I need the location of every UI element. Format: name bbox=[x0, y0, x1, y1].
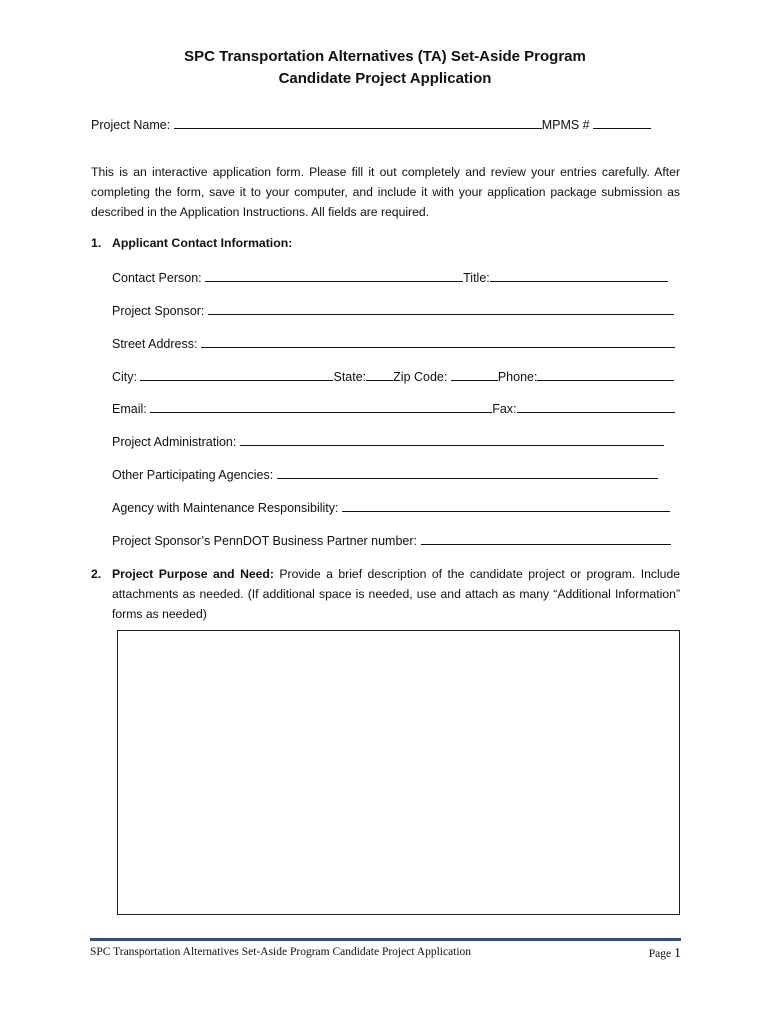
footer-text: SPC Transportation Alternatives Set-Aside Program Candidate Project Application bbox=[90, 946, 472, 958]
contact-person-row bbox=[112, 269, 668, 285]
title-label: Title: bbox=[463, 271, 490, 285]
mpms-label: MPMS # bbox=[541, 118, 590, 132]
street-address-row bbox=[112, 335, 675, 351]
document-subtitle: Candidate Project Application bbox=[278, 70, 492, 87]
section-2 bbox=[91, 564, 681, 624]
section-1-title: Applicant Contact Information: bbox=[112, 236, 293, 250]
penndot-number-field[interactable] bbox=[421, 532, 671, 545]
footer-rule bbox=[90, 938, 681, 941]
section-2-description: Provide a brief description of the candidate project or program. Include attachments as needed. (If additional space is needed, use and attach as many “Additional Information” forms as needed) bbox=[112, 567, 681, 621]
state-label: State: bbox=[333, 370, 367, 384]
page-footer bbox=[90, 946, 681, 961]
section-1-heading bbox=[91, 236, 292, 250]
project-administration-field[interactable] bbox=[240, 433, 664, 446]
email-row bbox=[112, 400, 675, 416]
city-row bbox=[112, 368, 674, 384]
zip-field[interactable] bbox=[451, 368, 498, 381]
other-agencies-row bbox=[112, 466, 658, 482]
fax-label: Fax: bbox=[492, 402, 517, 416]
penndot-number-label: Project Sponsor’s PennDOT Business Partner number: bbox=[112, 534, 418, 548]
other-agencies-field[interactable] bbox=[277, 466, 658, 479]
email-field[interactable] bbox=[150, 400, 492, 413]
title-field[interactable] bbox=[490, 269, 668, 282]
mpms-field[interactable] bbox=[593, 116, 651, 129]
maintenance-field[interactable] bbox=[342, 499, 670, 512]
city-field[interactable] bbox=[140, 368, 333, 381]
street-address-label: Street Address: bbox=[112, 337, 198, 351]
page-indicator bbox=[649, 946, 681, 962]
section-2-title: Project Purpose and Need: bbox=[112, 567, 274, 581]
section-1-number: 1. bbox=[91, 236, 102, 250]
maintenance-label: Agency with Maintenance Responsibility: bbox=[112, 501, 339, 515]
project-sponsor-row bbox=[112, 302, 674, 318]
project-administration-row bbox=[112, 433, 664, 449]
zip-label: Zip Code: bbox=[393, 370, 448, 384]
state-field[interactable] bbox=[366, 368, 393, 381]
maintenance-row bbox=[112, 499, 670, 515]
contact-person-label: Contact Person: bbox=[112, 271, 202, 285]
project-sponsor-field[interactable] bbox=[208, 302, 674, 315]
page-label: Page bbox=[648, 948, 672, 960]
project-sponsor-label: Project Sponsor: bbox=[112, 304, 205, 318]
intro-paragraph: This is an interactive application form. Please fill it out completely and review your entries carefully. After completing the form, save it to your computer, and include it with your application package submission as described in the Application Instructions. All fields are required. bbox=[91, 165, 680, 219]
project-name-label: Project Name: bbox=[91, 118, 171, 132]
other-agencies-label: Other Participating Agencies: bbox=[112, 468, 274, 482]
project-name-field[interactable] bbox=[174, 116, 542, 129]
penndot-number-row bbox=[112, 532, 671, 548]
fax-field[interactable] bbox=[517, 400, 675, 413]
document-title: SPC Transportation Alternatives (TA) Set-Aside Program bbox=[184, 48, 586, 65]
phone-field[interactable] bbox=[537, 368, 674, 381]
street-address-field[interactable] bbox=[201, 335, 675, 348]
email-label: Email: bbox=[112, 402, 147, 416]
section-2-number: 2. bbox=[91, 567, 102, 581]
phone-label: Phone: bbox=[497, 370, 538, 384]
city-label: City: bbox=[112, 370, 137, 384]
contact-person-field[interactable] bbox=[205, 269, 463, 282]
project-name-row bbox=[91, 116, 651, 132]
purpose-and-need-textbox[interactable] bbox=[117, 630, 680, 915]
page-number: 1 bbox=[674, 946, 681, 961]
project-administration-label: Project Administration: bbox=[112, 435, 237, 449]
